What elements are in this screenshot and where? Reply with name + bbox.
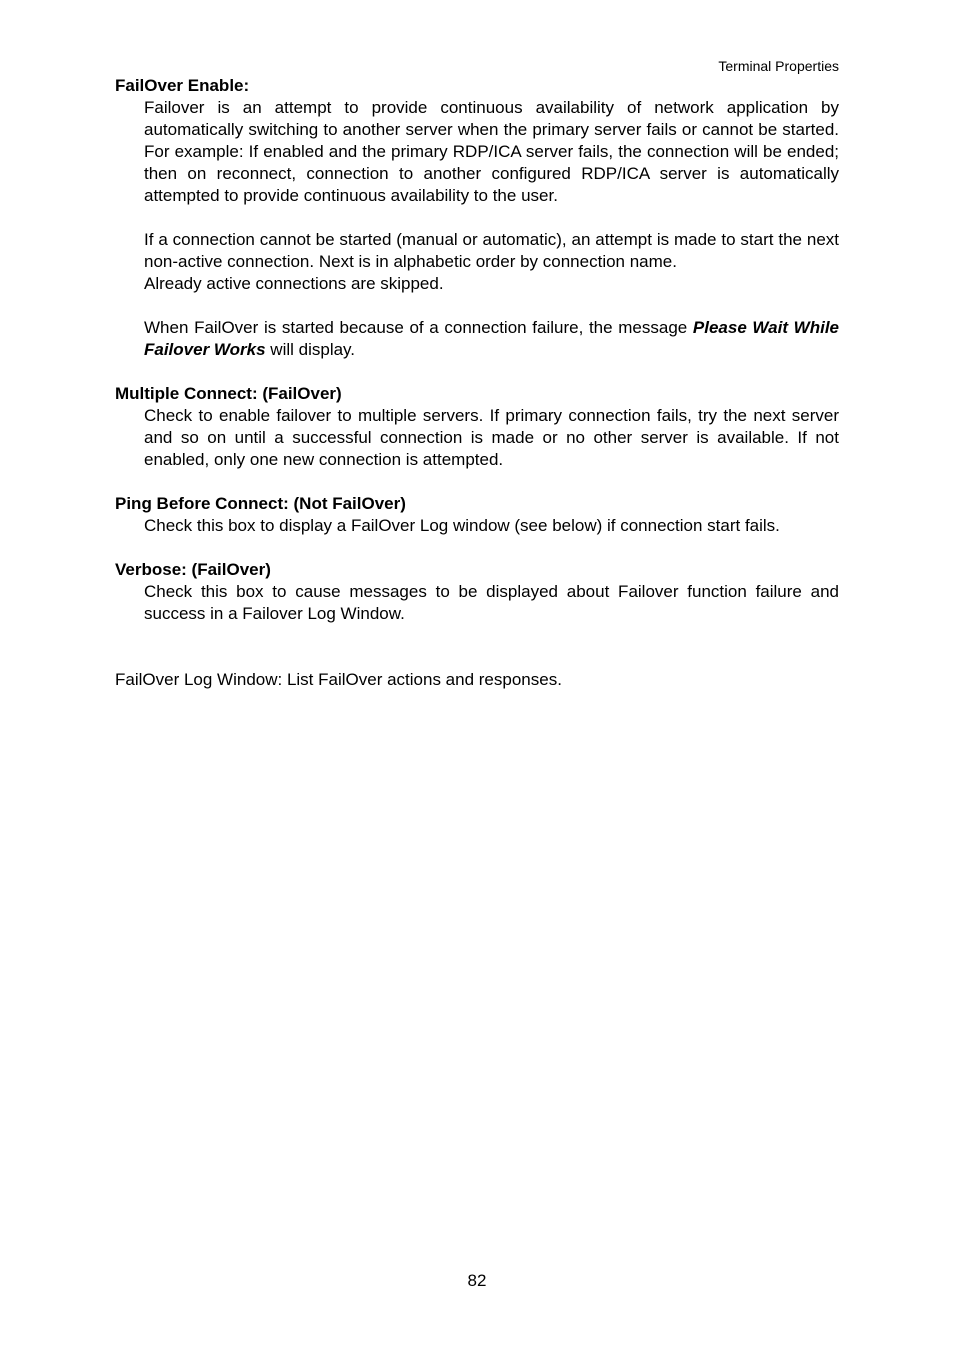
failover-enable-paragraph-3: Already active connections are skipped. <box>144 274 444 293</box>
log-window-description: FailOver Log Window: List FailOver actions and responses. <box>115 670 562 689</box>
multiple-connect-heading: Multiple Connect: (FailOver) <box>115 384 342 403</box>
verbose-body <box>144 581 839 625</box>
verbose-heading: Verbose: (FailOver) <box>115 560 271 579</box>
failover-enable-heading: FailOver Enable: <box>115 76 250 95</box>
multiple-connect-paragraph: Check to enable failover to multiple servers. If primary connection fails, try the next server and so on until a successful connection is made or no other server is available. If not enabled, only one new connection is attempted. <box>144 406 839 469</box>
multiple-connect-body <box>144 405 839 471</box>
page-content <box>115 75 839 691</box>
failover-enable-paragraph-1: Failover is an attempt to provide continuous availability of network application by automatically switching to another server when the primary server fails or cannot be started. For example: If enabled and the primary RDP/ICA server fails, the connection will be ended; then on reconnect, connection to another configured RDP/ICA server is automatically attempted to provide continuous availability to the user. <box>144 98 839 205</box>
page-number: 82 <box>467 1271 487 1290</box>
failover-enable-paragraph-2: If a connection cannot be started (manual or automatic), an attempt is made to start the next non-active connection. Next is in alphabetic order by connection name. <box>144 230 839 271</box>
failover-enable-body <box>144 97 839 361</box>
ping-before-connect-body <box>144 515 839 537</box>
running-header: Terminal Properties <box>718 58 839 74</box>
message-intro-text: When FailOver is started because of a connection failure, the message <box>144 318 693 337</box>
ping-before-connect-paragraph: Check this box to display a FailOver Log window (see below) if connection start fails. <box>144 516 780 535</box>
failover-message-text: Please Wait While Failover Works <box>144 318 839 359</box>
verbose-paragraph: Check this box to cause messages to be displayed about Failover function failure and success in a Failover Log Window. <box>144 582 839 623</box>
ping-before-connect-heading: Ping Before Connect: (Not FailOver) <box>115 494 406 513</box>
message-outro-text: will display. <box>265 340 356 359</box>
failover-enable-paragraph-4 <box>144 317 839 361</box>
